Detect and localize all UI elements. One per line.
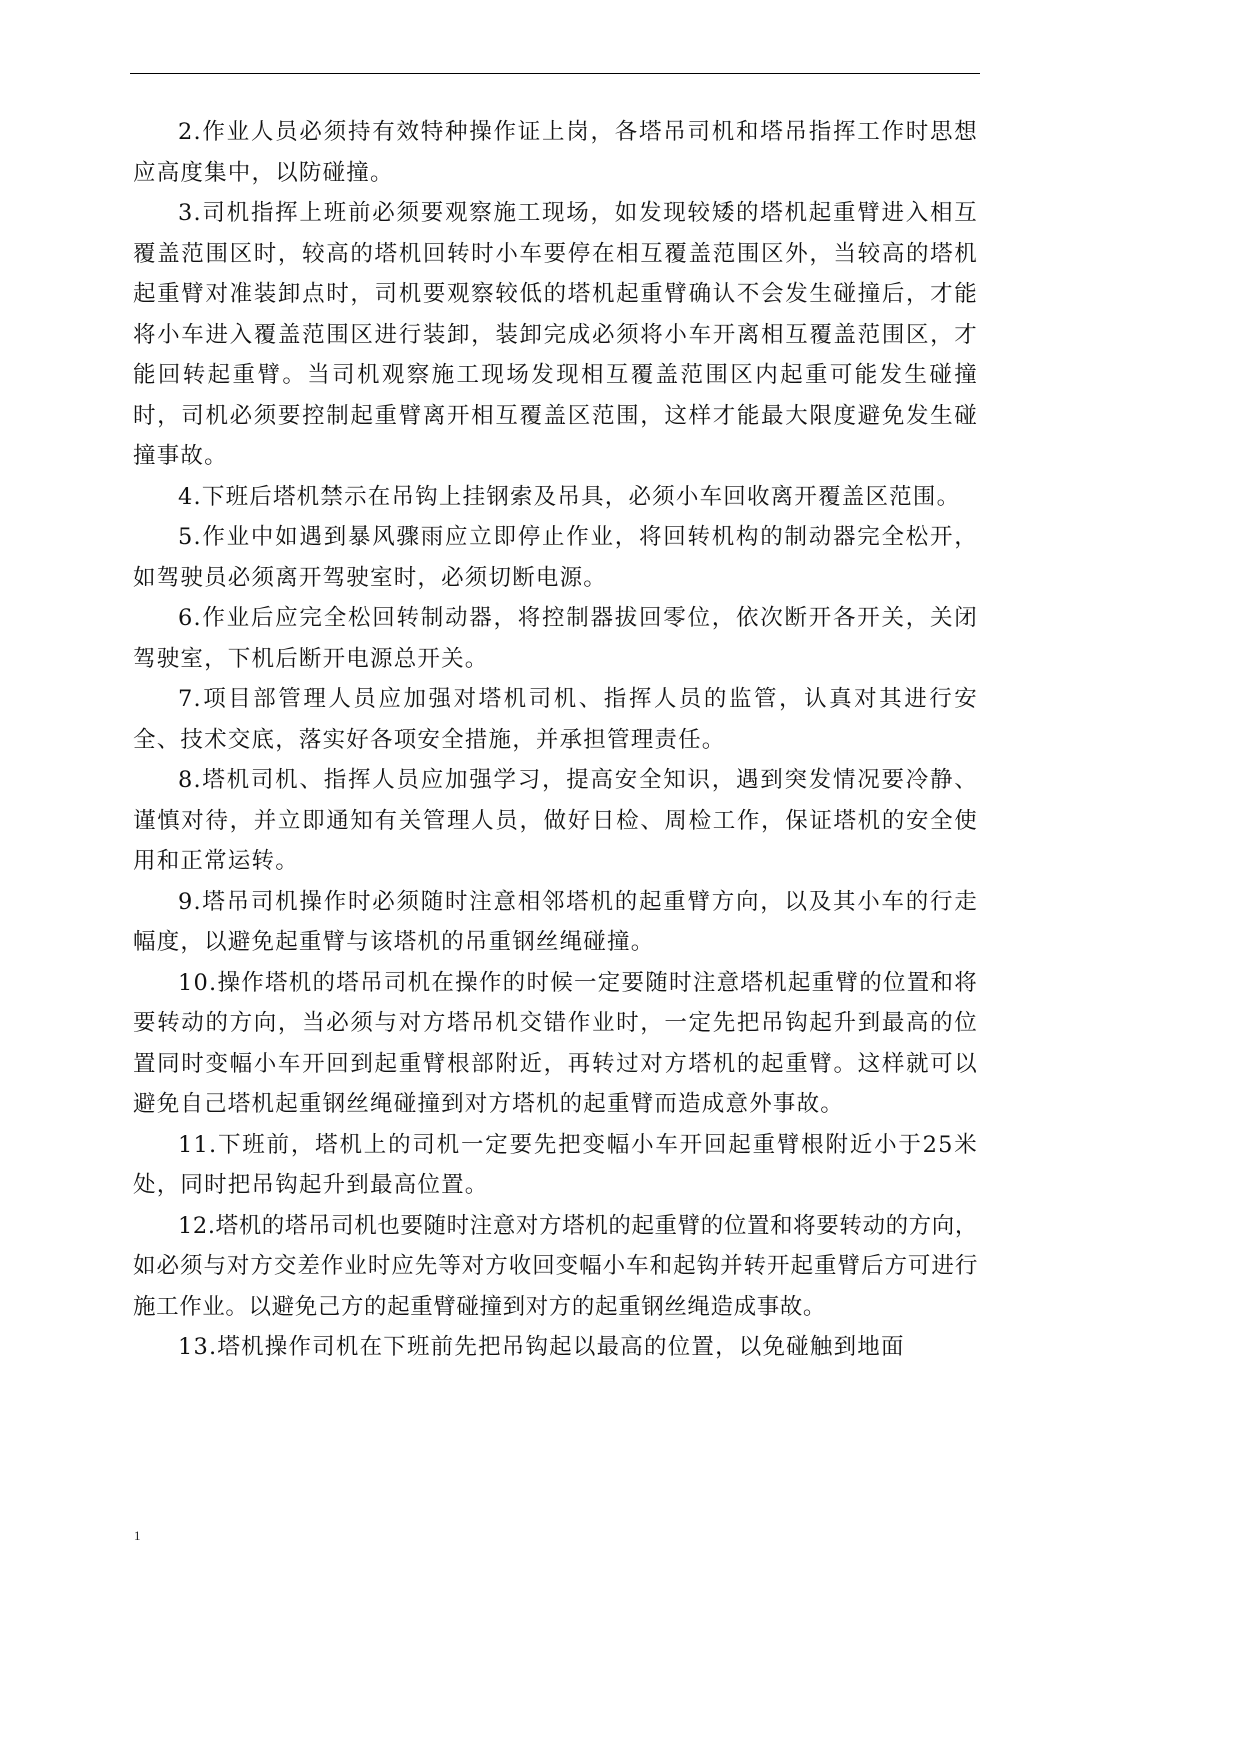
paragraph-item-3: 3.司机指挥上班前必须要观察施工现场，如发现较矮的塔机起重臂进入相互覆盖范围区时，较高的塔机回转时小车要停在相互覆盖范围区外，当较高的塔机起重臂对准装卸点时，司机要观察较低的塔机起重臂确认不会发生碰撞后，才能将小车进入覆盖范围区进行装卸，装卸完成必须将小车开离相互覆盖范围区，才能回转起重臂。当司机观察施工现场发现相互覆盖范围区内起重可能发生碰撞时，司机必须要控制起重臂离开相互覆盖区范围，这样才能最大限度避免发生碰撞事故。 — [133, 200, 978, 469]
document-body — [133, 112, 978, 1368]
paragraph-item-2: 2.作业人员必须持有效特种操作证上岗，各塔吊司机和塔吊指挥工作时思想应高度集中，以防碰撞。 — [133, 119, 978, 186]
paragraph-item-4: 4.下班后塔机禁示在吊钩上挂钢索及吊具，必须小车回收离开覆盖区范围。 — [178, 483, 961, 510]
page-number: 1 — [134, 1528, 141, 1543]
paragraph-item-12: 12.塔机的塔吊司机也要随时注意对方塔机的起重臂的位置和将要转动的方向，如必须与对方交差作业时应先等对方收回变幅小车和起钩并转开起重臂后方可进行施工作业。以避免己方的起重臂碰撞到对方的起重钢丝绳造成事故。 — [133, 1212, 978, 1320]
paragraph-item-6: 6.作业后应完全松回转制动器，将控制器拔回零位，依次断开各开关，关闭驾驶室，下机后断开电源总开关。 — [133, 605, 978, 672]
header-rule — [130, 73, 980, 74]
paragraph-item-8: 8.塔机司机、指挥人员应加强学习，提高安全知识，遇到突发情况要冷静、谨慎对待，并立即通知有关管理人员，做好日检、周检工作，保证塔机的安全使用和正常运转。 — [133, 767, 978, 874]
paragraph-item-11: 11.下班前，塔机上的司机一定要先把变幅小车开回起重臂根附近小于25米处，同时把吊钩起升到最高位置。 — [133, 1131, 978, 1198]
paragraph-item-5: 5.作业中如遇到暴风骤雨应立即停止作业，将回转机构的制动器完全松开，如驾驶员必须离开驾驶室时，必须切断电源。 — [133, 524, 978, 591]
paragraph-item-7: 7.项目部管理人员应加强对塔机司机、指挥人员的监管，认真对其进行安全、技术交底，落实好各项安全措施，并承担管理责任。 — [133, 686, 978, 753]
paragraph-item-10: 10.操作塔机的塔吊司机在操作的时候一定要随时注意塔机起重臂的位置和将要转动的方向，当必须与对方塔吊机交错作业时，一定先把吊钩起升到最高的位置同时变幅小车开回到起重臂根部附近，再转过对方塔机的起重臂。这样就可以避免自己塔机起重钢丝绳碰撞到对方塔机的起重臂而造成意外事故。 — [133, 969, 978, 1117]
paragraph-item-13: 13.塔机操作司机在下班前先把吊钩起以最高的位置，以免碰触到地面 — [178, 1334, 905, 1360]
paragraph-item-9: 9.塔吊司机操作时必须随时注意相邻塔机的起重臂方向，以及其小车的行走幅度，以避免起重臂与该塔机的吊重钢丝绳碰撞。 — [133, 888, 978, 955]
